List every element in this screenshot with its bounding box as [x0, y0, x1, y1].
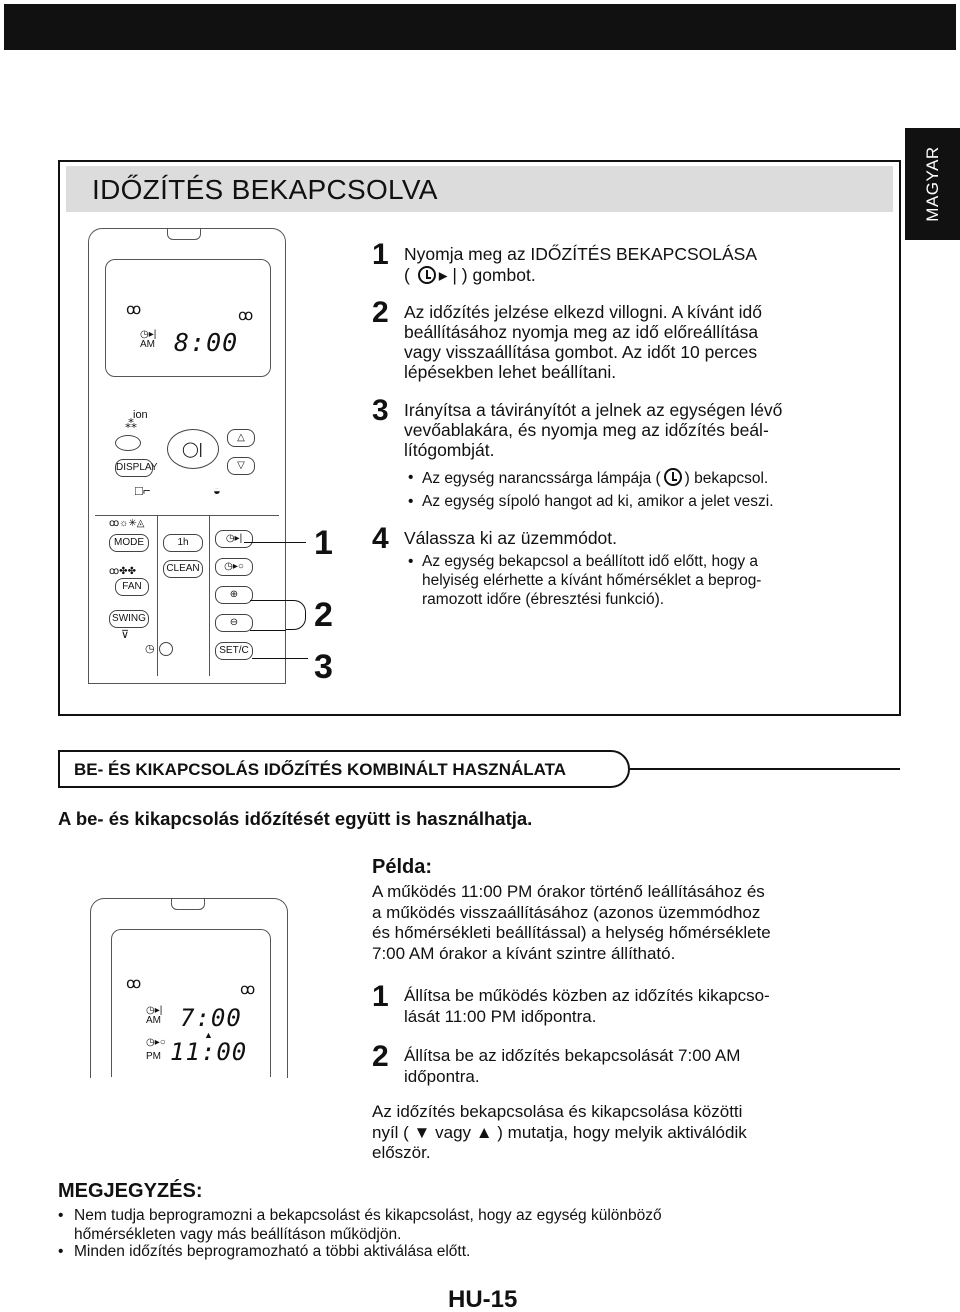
note-line: • Minden időzítés beprogramozható a többi aktiválása előtt. — [74, 1243, 471, 1260]
note-line: hőmérsékleten vagy más beállításon működjön. — [74, 1226, 402, 1243]
step-3-line: vevőablakára, és nyomja meg az időzítés beál- — [404, 420, 769, 440]
example-step-line: lását 11:00 PM időpontra. — [404, 1006, 597, 1026]
timer-off-icon: ◷▸○ — [146, 1037, 166, 1048]
note-item — [74, 1206, 844, 1244]
timer-on-icon: ◷▸| — [146, 1005, 163, 1016]
mode-button[interactable]: MODE — [109, 534, 149, 552]
remote-lcd — [111, 929, 271, 1077]
remote-clip — [171, 898, 205, 910]
step-3-bullet-2: • Az egység sípoló hangot ad ki, amikor a jelet veszi. — [422, 492, 774, 511]
callout-leader — [252, 658, 308, 659]
callout-bracket — [286, 600, 306, 630]
remote-clip — [167, 228, 201, 240]
lcd-on-time: 7:00 — [180, 1004, 242, 1032]
triangle-up-icon: △ — [237, 432, 245, 443]
clock-button[interactable] — [159, 642, 173, 656]
callout-2: 2 — [314, 596, 333, 634]
step-number: 2 — [372, 296, 389, 329]
one-h-label: 1h — [177, 537, 189, 548]
plus-icon: ⊕ — [229, 589, 239, 600]
swing-button[interactable]: SWING — [109, 610, 149, 628]
timer-off-button[interactable] — [215, 558, 253, 576]
section-title-band — [66, 166, 893, 212]
combined-timer-subheading: A be- és kikapcsolás időzítését együtt is használhatja. — [58, 808, 533, 829]
callout-leader — [250, 630, 286, 631]
minus-icon: ⊖ — [229, 617, 239, 628]
lcd-am: AM — [146, 1015, 161, 1026]
time-advance-button[interactable] — [215, 586, 253, 604]
clean-button[interactable]: CLEAN — [163, 560, 203, 578]
arrow-line: nyíl ( ▼ vagy ▲ ) mutatja, hogy melyik aktiválódik — [372, 1122, 747, 1142]
fan-icons: ꝏ✤✤ — [109, 566, 136, 577]
clock-icon — [664, 468, 682, 486]
timer-on-button[interactable] — [215, 530, 253, 548]
top-bar — [4, 4, 956, 50]
note-heading: MEGJEGYZÉS: — [58, 1180, 203, 1202]
step-3-line: lítógombját. — [404, 440, 495, 460]
timer-on-icon: ◷▸| — [140, 329, 157, 340]
swirl-icon: ◒ — [213, 483, 221, 498]
example-line: A működés 11:00 PM órakor történő leállításához és — [372, 882, 765, 901]
remote-display-illustration — [90, 898, 288, 1078]
remote-lcd — [105, 259, 271, 377]
step-3-bullet-1 — [422, 468, 768, 488]
step-number: 1 — [372, 238, 389, 271]
ion-button[interactable] — [115, 435, 141, 451]
step-number: 1 — [372, 980, 389, 1013]
example-text — [372, 882, 842, 964]
lcd-time: 8:00 — [174, 328, 239, 357]
power-icon: ◯| — [182, 441, 203, 458]
step-3-line: Irányítsa a távirányítót a jelnek az egységen lévő — [404, 400, 783, 420]
page-number: HU-15 — [448, 1286, 518, 1312]
example-line: a működés visszaállításához (azonos üzemmódhoz — [372, 902, 761, 922]
example-step-1 — [404, 986, 844, 1027]
airflow-icon: □⌐ — [135, 483, 151, 498]
callout-leader — [250, 600, 286, 601]
timer-on-icon: ◷▸| — [225, 533, 243, 544]
divider — [209, 516, 210, 676]
step-number: 4 — [372, 522, 389, 555]
step-1-line-2-text: ) gombot. — [461, 265, 536, 285]
timer-1h-button[interactable] — [163, 534, 203, 552]
display-button[interactable]: DISPLAY — [115, 459, 153, 477]
bullet-text: ) bekapcsol. — [684, 470, 769, 487]
callout-1: 1 — [314, 524, 333, 562]
lcd-pm: PM — [146, 1051, 161, 1062]
step-number: 2 — [372, 1040, 389, 1073]
example-line: 7:00 AM órakor a kívánt szintre állítható. — [372, 943, 676, 963]
arrow-up-icon: ▲ — [204, 1030, 213, 1040]
temp-down-button[interactable] — [227, 457, 255, 475]
divider — [157, 516, 158, 676]
callout-leader — [244, 542, 306, 543]
step-4-bullet-line: • Az egység bekapcsol a beállított idő előtt, hogy a — [422, 552, 758, 571]
callout-3: 3 — [314, 648, 333, 686]
ion-label: ion — [133, 409, 148, 421]
set-c-button[interactable]: SET/C — [215, 642, 253, 660]
fan-button[interactable]: FAN — [115, 578, 149, 596]
step-1-line-1: Nyomja meg az IDŐZÍTÉS BEKAPCSOLÁSA — [404, 244, 758, 264]
example-step-line: Állítsa be az időzítés bekapcsolását 7:00 AM — [404, 1046, 741, 1065]
language-tab — [905, 128, 960, 240]
swing-icon: ⊽ — [121, 629, 130, 641]
section-title: IDŐZÍTÉS BEKAPCSOLVA — [92, 174, 438, 205]
timer-on-icon: ▸ | — [415, 265, 457, 285]
temp-up-button[interactable] — [227, 429, 255, 447]
step-4-bullet-line: ramozott időre (ébresztési funkció). — [422, 591, 665, 608]
example-step-2 — [404, 1046, 844, 1087]
timer-off-icon: ◷▸○ — [224, 561, 244, 572]
arrow-line: Az időzítés bekapcsolása és kikapcsolása közötti — [372, 1102, 743, 1121]
step-2-line: Az időzítés jelzése elkezd villogni. A kívánt idő — [404, 302, 762, 322]
note-item — [74, 1242, 844, 1261]
triangle-down-icon: ▽ — [237, 460, 245, 471]
remote-control-illustration — [88, 228, 286, 684]
step-1-line-2: ( ▸ | ) gombot. — [404, 265, 536, 285]
language-tab-label: MAGYAR — [922, 146, 942, 222]
step-4-bullet-line: helyiség elérhette a kívánt hőmérséklet a beprog- — [422, 572, 762, 589]
step-2-line: lépésekben lehet beállítani. — [404, 362, 617, 382]
note-line: • Nem tudja beprogramozni a bekapcsolást és kikapcsolást, hogy az egység különböző — [74, 1207, 662, 1224]
swirl-icon: ꝏ — [126, 975, 142, 992]
arrow-line: először. — [372, 1143, 431, 1162]
example-label: Példa: — [372, 856, 433, 878]
combined-timer-heading — [58, 750, 630, 788]
ion-icon: ⁂ — [125, 417, 137, 431]
swirl-icon: ꝏ — [238, 307, 254, 324]
combined-timer-heading-text: BE- ÉS KIKAPCSOLÁS IDŐZÍTÉS KOMBINÁLT HASZNÁLATA — [74, 760, 567, 779]
swirl-icon: ꝏ — [126, 301, 142, 318]
power-button[interactable] — [167, 429, 219, 469]
lcd-am: AM — [140, 339, 155, 350]
arrow-explanation — [372, 1102, 842, 1164]
step-4-line: Válassza ki az üzemmódot. — [404, 528, 618, 548]
clock-icon: ◷ — [145, 643, 155, 655]
step-2-line: vagy visszaállítása gombot. Az időt 10 perces — [404, 342, 758, 362]
bullet-text: Az egység narancssárga lámpája ( — [422, 470, 661, 487]
time-reverse-button[interactable] — [215, 614, 253, 632]
mode-icons: ꝏ☼✳◬ — [109, 518, 145, 529]
lcd-off-time: 11:00 — [170, 1038, 248, 1066]
example-step-line: Állítsa be működés közben az időzítés kikapcso- — [404, 986, 770, 1005]
heading-rule — [630, 768, 900, 770]
step-number: 3 — [372, 394, 389, 427]
step-2-line: beállításához nyomja meg az idő előreállítása — [404, 322, 759, 342]
example-step-line: időpontra. — [404, 1066, 480, 1086]
example-line: és hőmérsékleti beállítással) a helység hőmérséklete — [372, 923, 771, 942]
swirl-icon: ꝏ — [240, 981, 256, 998]
